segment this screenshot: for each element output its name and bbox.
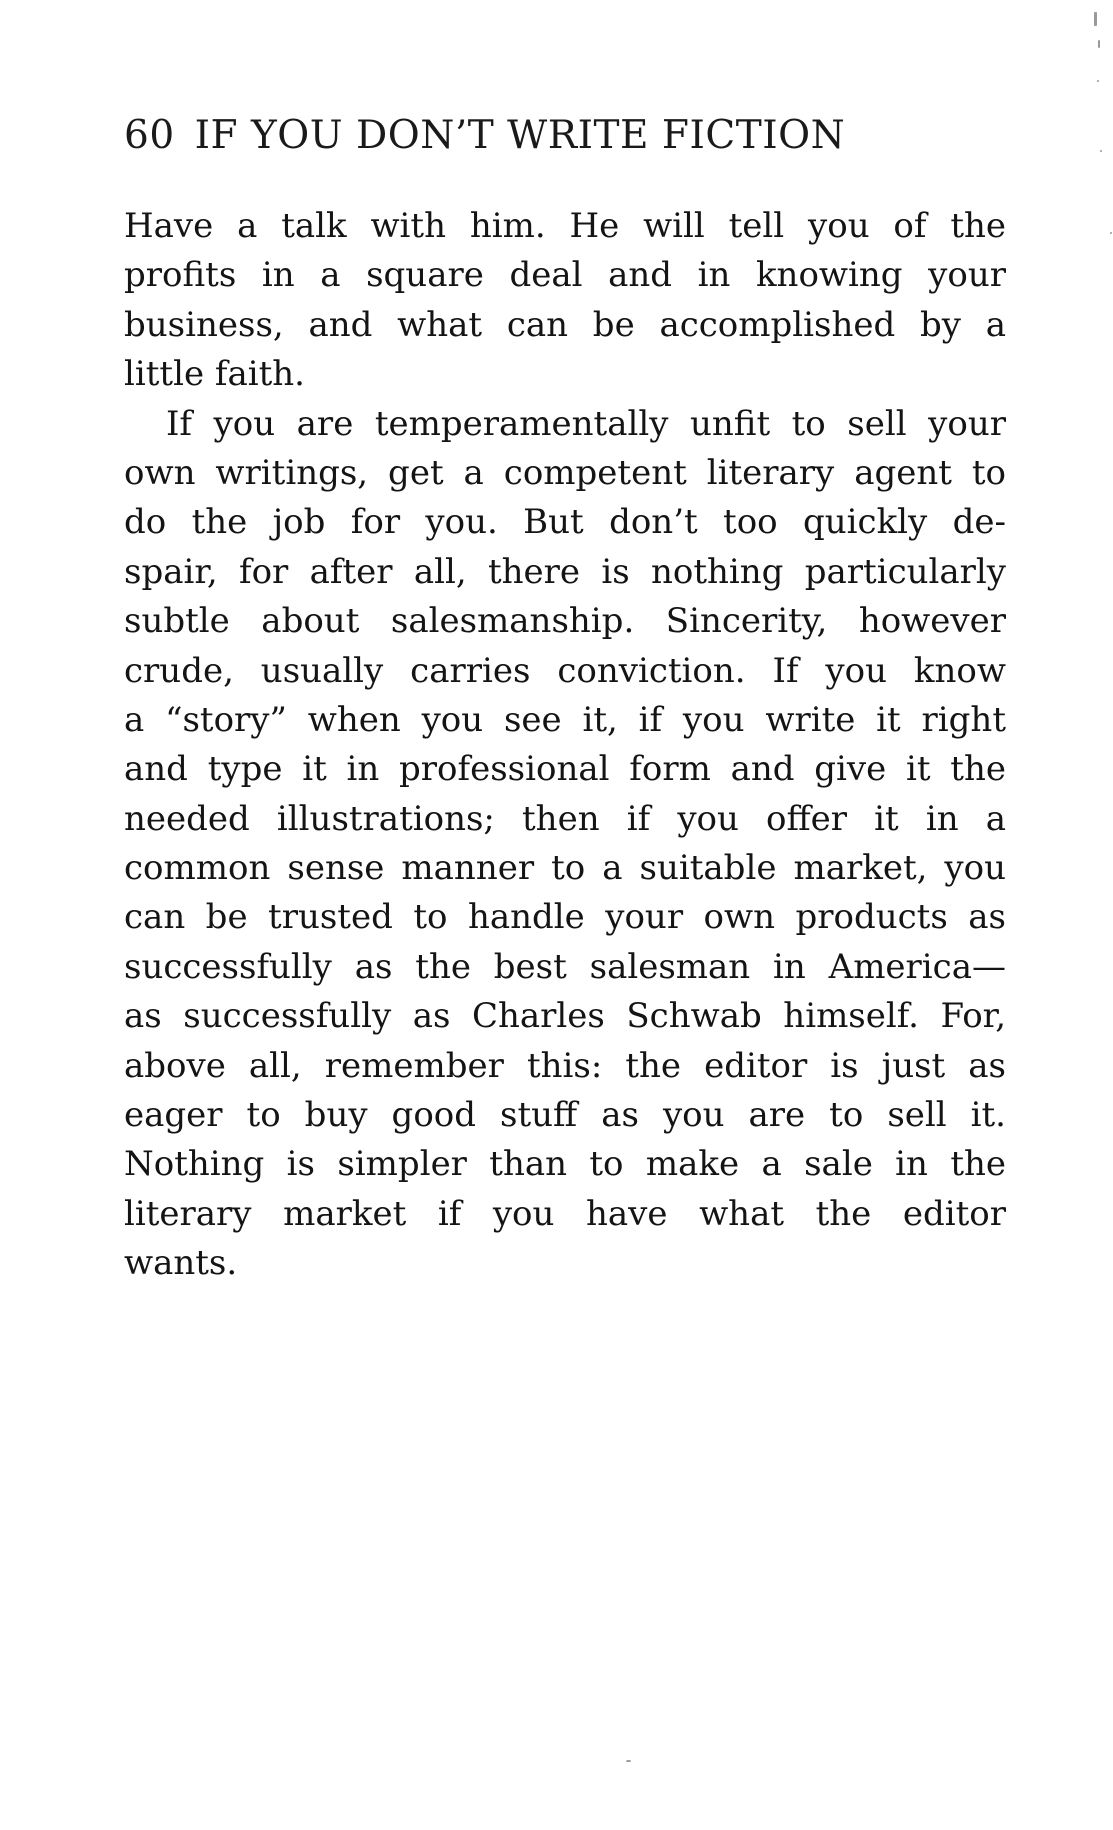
text-line: successfully as the best salesman in America—	[124, 946, 1006, 987]
text-line: subtle about salesmanship. Sincerity, however	[124, 601, 1006, 642]
text-line: and type it in professional form and give it the	[124, 749, 1006, 790]
text-line: can be trusted to handle your own products as	[124, 897, 1006, 938]
scan-speck	[626, 1760, 631, 1762]
scan-speck	[1097, 80, 1099, 82]
text-line: own writings, get a competent literary agent to	[124, 452, 1006, 493]
running-title: IF YOU DON’T WRITE FICTION	[194, 113, 846, 158]
text-line: eager to buy good stuff as you are to sell it.	[124, 1095, 1006, 1136]
text-line: business, and what can be accomplished by a	[124, 304, 1006, 345]
text-line: crude, usually carries conviction. If you know	[124, 650, 1006, 691]
text-line: spair, for after all, there is nothing particularly	[124, 551, 1006, 592]
text-line: little faith.	[124, 354, 305, 395]
text-line: Have a talk with him. He will tell you of the	[124, 206, 1006, 246]
scan-speck	[1100, 150, 1102, 152]
text-line: wants.	[124, 1243, 238, 1284]
text-line: as successfully as Charles Schwab himself. For,	[124, 996, 1006, 1037]
text-line: Nothing is simpler than to make a sale in the	[124, 1144, 1006, 1185]
running-header	[124, 112, 1024, 160]
text-line: needed illustrations; then if you offer it in a	[124, 798, 1006, 839]
scan-speck	[1098, 40, 1100, 48]
text-line: literary market if you have what the editor	[124, 1193, 1006, 1234]
text-line: do the job for you. But don’t too quickly de-	[124, 502, 1006, 543]
text-line: a “story” when you see it, if you write it right	[124, 699, 1006, 740]
text-line: If you are temperamentally unfit to sell your	[166, 403, 1006, 444]
scan-speck	[1110, 232, 1112, 234]
text-line: above all, remember this: the editor is just as	[124, 1045, 1006, 1086]
page-number: 60	[124, 113, 175, 158]
body-text	[124, 202, 1006, 1289]
text-line: profits in a square deal and in knowing your	[124, 255, 1006, 296]
scan-speck	[1094, 12, 1097, 26]
text-line: common sense manner to a suitable market, you	[124, 848, 1006, 889]
